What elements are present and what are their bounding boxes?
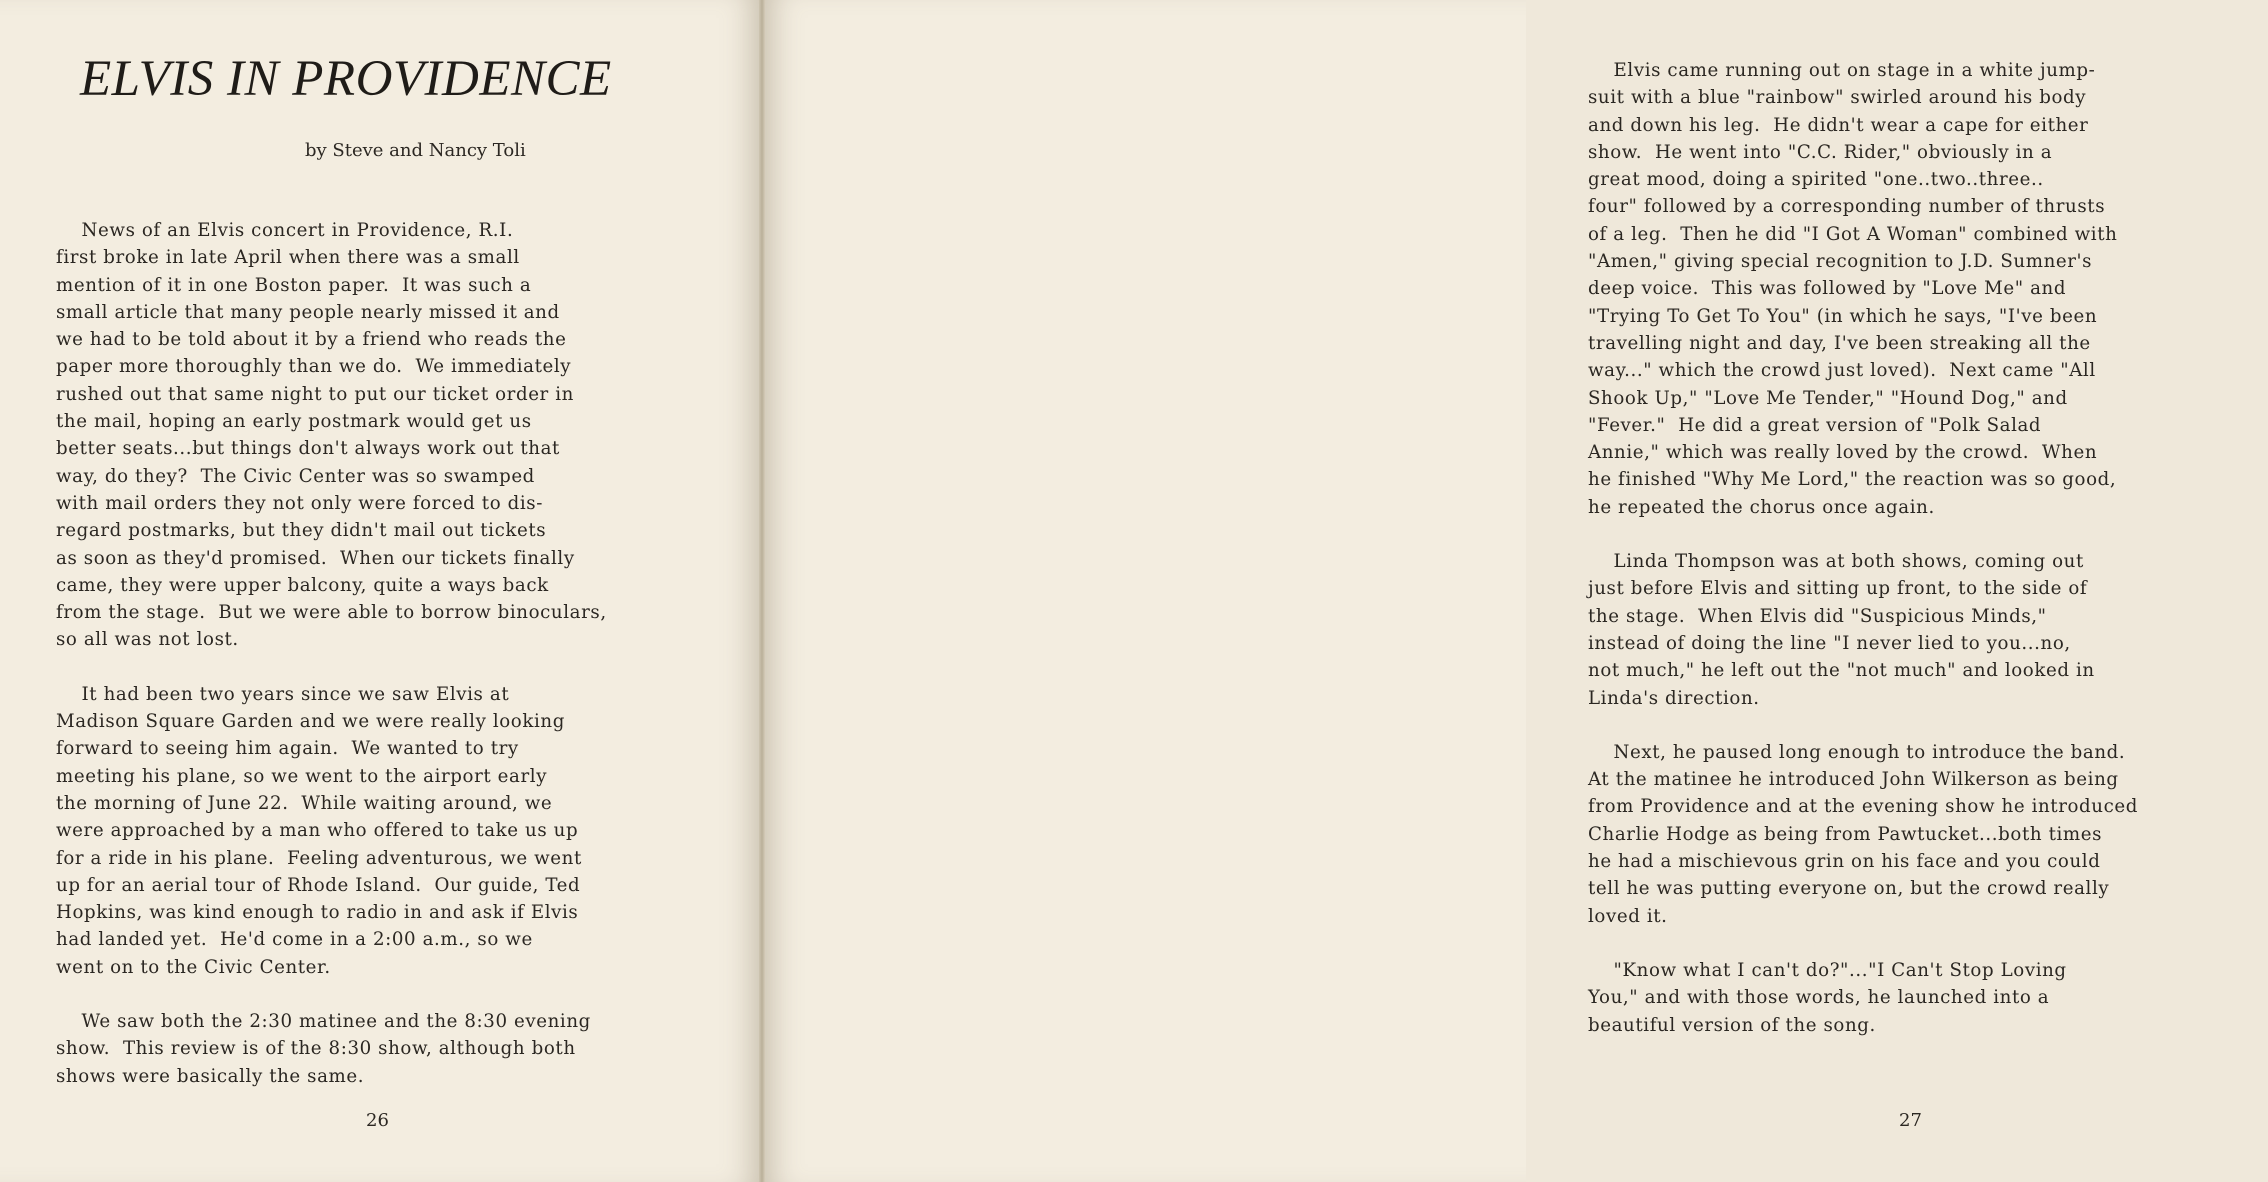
text-line: beautiful version of the song. (1588, 1014, 1876, 1036)
text-line: "Amen," giving special recognition to J.D. Sumner's (1588, 251, 2093, 273)
text-line: from Providence and at the evening show he introduced (1588, 796, 2139, 818)
text-line: At the matinee he introduced John Wilkerson as being (1588, 769, 2119, 791)
text-line: suit with a blue "rainbow" swirled around his body (1588, 87, 2087, 109)
text-line: News of an Elvis concert in Providence, R.I. (56, 220, 514, 241)
byline: by Steve and Nancy Toli (305, 140, 526, 161)
paragraph (56, 681, 746, 981)
text-line: "Trying To Get To You" (in which he says, "I've been (1588, 305, 2098, 327)
text-line: Hopkins, was kind enough to radio in and ask if Elvis (56, 902, 579, 924)
text-line: Shook Up," "Love Me Tender," "Hound Dog," and (1588, 387, 2068, 409)
text-line: travelling night and day, I've been streaking all the (1588, 332, 2091, 354)
text-line: great mood, doing a spirited "one..two..three.. (1588, 169, 2044, 191)
text-line: up for an aerial tour of Rhode Island. Our guide, Ted (56, 874, 581, 896)
text-line: regard postmarks, but they didn't mail out tickets (56, 520, 547, 542)
text-line: show. He went into "C.C. Rider," obviously in a (1588, 141, 2053, 163)
paragraph (1588, 739, 2268, 930)
text-line: the morning of June 22. While waiting around, we (56, 792, 553, 814)
text-line: from the stage. But we were able to borrow binoculars, (56, 602, 607, 624)
text-line: the stage. When Elvis did "Suspicious Minds," (1588, 605, 2047, 627)
page-number-right: 27 (1899, 1110, 1922, 1131)
text-line: he finished "Why Me Lord," the reaction was so good, (1588, 469, 2117, 491)
text-line: first broke in late April when there was a small (56, 247, 520, 269)
text-line: so all was not lost. (56, 629, 239, 651)
text-line: paper more thoroughly than we do. We immediately (56, 356, 572, 378)
text-line: way, do they? The Civic Center was so swamped (56, 465, 535, 487)
text-line: loved it. (1588, 905, 1668, 927)
paragraph (1588, 548, 2268, 712)
text-line: Next, he paused long enough to introduce the band. (1588, 741, 2126, 763)
text-line: came, they were upper balcony, quite a ways back (56, 574, 549, 596)
book-gutter (759, 0, 765, 1182)
text-line: as soon as they'd promised. When our tickets finally (56, 547, 575, 569)
text-line: Charlie Hodge as being from Pawtucket...both times (1588, 823, 2103, 845)
text-line: We saw both the 2:30 matinee and the 8:30 evening (56, 1011, 591, 1033)
text-line: with mail orders they not only were forced to dis- (56, 492, 543, 514)
text-line: deep voice. This was followed by "Love Me" and (1588, 278, 2067, 300)
text-line: Madison Square Garden and we were really looking (56, 711, 565, 733)
text-line: we had to be told about it by a friend who reads the (56, 329, 567, 351)
text-line: instead of doing the line "I never lied to you...no, (1588, 632, 2071, 654)
text-line: were approached by a man who offered to take us up (56, 820, 579, 842)
text-line: "Fever." He did a great version of "Polk Salad (1588, 414, 2042, 436)
text-line: four" followed by a corresponding number of thrusts (1588, 196, 2106, 218)
page-number-left: 26 (366, 1110, 389, 1131)
text-line: show. This review is of the 8:30 show, although both (56, 1038, 576, 1060)
text-line: mention of it in one Boston paper. It was such a (56, 274, 532, 296)
text-line: You," and with those words, he launched into a (1588, 987, 2050, 1009)
article-title: ELVIS IN PROVIDENCE (80, 51, 612, 107)
text-line: of a leg. Then he did "I Got A Woman" combined with (1588, 223, 2118, 245)
paragraph (1588, 57, 2268, 521)
text-line: small article that many people nearly missed it and (56, 301, 560, 323)
text-line: meeting his plane, so we went to the airport early (56, 765, 548, 787)
text-line: way..." which the crowd just loved). Next came "All (1588, 360, 2096, 382)
text-line: had landed yet. He'd come in a 2:00 a.m., so we (56, 929, 533, 951)
text-line: rushed out that same night to put our ticket order in (56, 383, 574, 405)
paragraph (56, 217, 746, 654)
right-page (762, 0, 2139, 1182)
text-line: he repeated the chorus once again. (1588, 496, 1935, 518)
text-line: the mail, hoping an early postmark would get us (56, 411, 532, 433)
text-line: just before Elvis and sitting up front, to the side of (1588, 578, 2088, 600)
left-page-body (56, 217, 746, 1090)
right-page-body (1588, 57, 2268, 1039)
text-line: he had a mischievous grin on his face and you could (1588, 851, 2101, 873)
text-line: better seats...but things don't always work out that (56, 438, 560, 460)
left-page (0, 0, 762, 1182)
text-line: Linda's direction. (1588, 687, 1760, 709)
text-line: It had been two years since we saw Elvis at (56, 683, 510, 705)
text-line: Linda Thompson was at both shows, coming out (1588, 551, 2084, 573)
text-line: "Know what I can't do?"..."I Can't Stop Loving (1588, 959, 2067, 981)
paragraph (56, 1008, 746, 1090)
text-line: forward to seeing him again. We wanted to try (56, 738, 519, 760)
text-line: for a ride in his plane. Feeling adventurous, we went (56, 847, 582, 869)
text-line: went on to the Civic Center. (56, 956, 331, 978)
paragraph (1588, 957, 2268, 1039)
text-line: not much," he left out the "not much" and looked in (1588, 660, 2095, 682)
text-line: shows were basically the same. (56, 1065, 365, 1087)
text-line: Elvis came running out on stage in a white jump- (1588, 60, 2096, 81)
text-line: tell he was putting everyone on, but the crowd really (1588, 878, 2110, 900)
text-line: Annie," which was really loved by the crowd. When (1588, 442, 2098, 464)
text-line: and down his leg. He didn't wear a cape for either (1588, 114, 2089, 136)
